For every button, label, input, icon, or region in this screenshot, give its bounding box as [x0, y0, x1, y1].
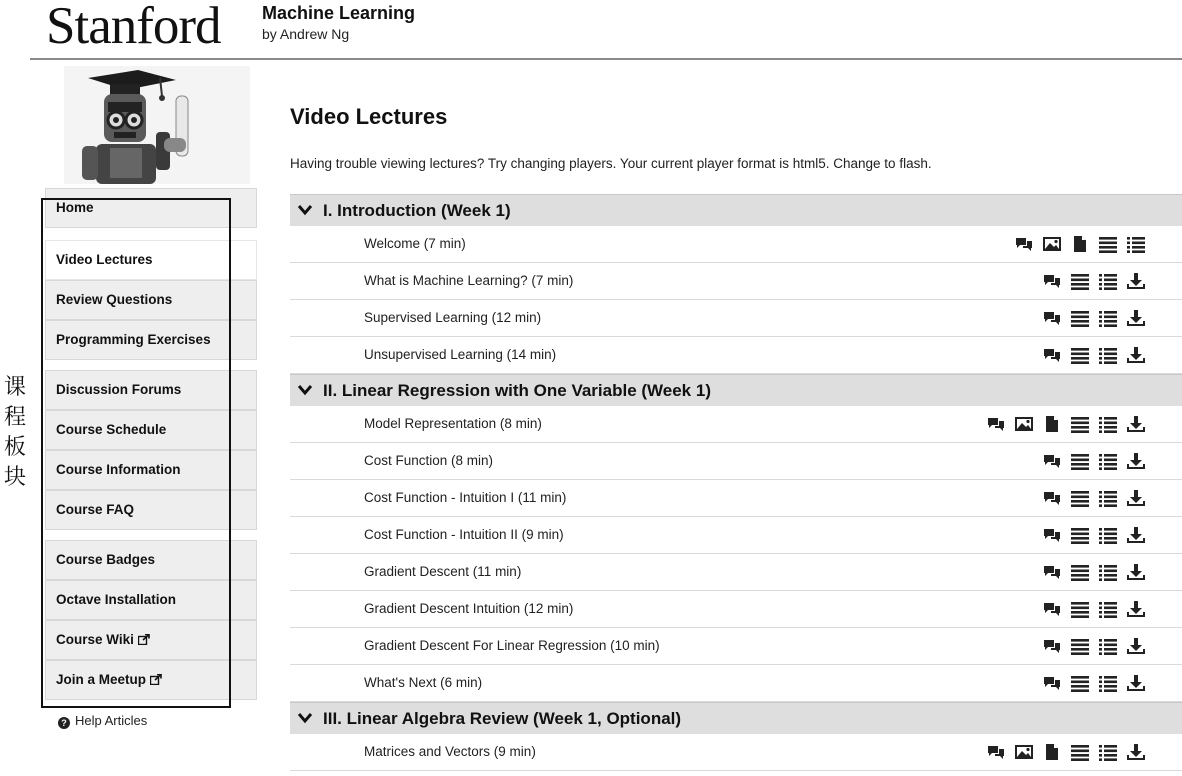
sidebar-item-review-questions[interactable]: [45, 280, 257, 320]
lecture-actions: [1042, 563, 1146, 581]
document-icon[interactable]: [1042, 415, 1062, 433]
sidebar-item-discussion-forums[interactable]: [45, 370, 257, 410]
sidebar-item-label: Discussion Forums: [56, 382, 182, 397]
lines-icon[interactable]: [1070, 346, 1090, 364]
image-icon[interactable]: [1014, 415, 1034, 433]
help-articles-label: Help Articles: [75, 713, 148, 728]
download-icon[interactable]: [1126, 563, 1146, 581]
section-header[interactable]: [290, 702, 1182, 734]
lecture-link[interactable]: Gradient Descent (11 min): [364, 564, 522, 579]
lines-icon[interactable]: [1070, 526, 1090, 544]
lines-icon[interactable]: [1070, 563, 1090, 581]
comments-icon[interactable]: [1042, 489, 1062, 507]
lecture-actions: [1042, 489, 1146, 507]
comments-icon[interactable]: [1042, 272, 1062, 290]
lecture-row: [290, 406, 1182, 443]
comments-icon[interactable]: [1042, 526, 1062, 544]
comments-icon[interactable]: [1042, 600, 1062, 618]
lines-icon[interactable]: [1070, 743, 1090, 761]
list-icon[interactable]: [1098, 309, 1118, 327]
sidebar-item-label: Home: [56, 200, 94, 215]
lecture-actions: [1042, 272, 1146, 290]
download-icon[interactable]: [1126, 346, 1146, 364]
list-icon[interactable]: [1098, 489, 1118, 507]
lecture-row: [290, 263, 1182, 300]
lecture-link[interactable]: Model Representation (8 min): [364, 416, 542, 431]
lecture-link[interactable]: Cost Function - Intuition I (11 min): [364, 490, 567, 505]
list-icon[interactable]: [1098, 346, 1118, 364]
lecture-actions: [986, 415, 1146, 433]
robot-mascot-image: [64, 66, 250, 184]
sidebar-item-label: Course Wiki: [56, 632, 134, 647]
sidebar-item-label: Octave Installation: [56, 592, 177, 607]
section-header[interactable]: [290, 194, 1182, 226]
download-icon[interactable]: [1126, 452, 1146, 470]
comments-icon[interactable]: [986, 743, 1006, 761]
list-icon[interactable]: [1098, 452, 1118, 470]
sidebar-item-course-information[interactable]: [45, 450, 257, 490]
sidebar-item-octave-installation[interactable]: [45, 580, 257, 620]
comments-icon[interactable]: [1042, 346, 1062, 364]
lecture-row: [290, 665, 1182, 702]
sidebar-item-label: Course Information: [56, 462, 181, 477]
lecture-link[interactable]: Supervised Learning (12 min): [364, 310, 542, 325]
lecture-actions: [1042, 637, 1146, 655]
sidebar-item-join-a-meetup[interactable]: [45, 660, 257, 700]
lines-icon[interactable]: [1070, 309, 1090, 327]
download-icon[interactable]: [1126, 272, 1146, 290]
lines-icon[interactable]: [1070, 674, 1090, 692]
sidebar-item-label: Course FAQ: [56, 502, 135, 517]
sidebar-item-home[interactable]: [45, 188, 257, 228]
section-header[interactable]: [290, 374, 1182, 406]
comments-icon[interactable]: [1042, 309, 1062, 327]
sidebar-item-label: Review Questions: [56, 292, 173, 307]
sidebar-item-programming-exercises[interactable]: [45, 320, 257, 360]
lines-icon[interactable]: [1098, 235, 1118, 253]
image-icon[interactable]: [1042, 235, 1062, 253]
list-icon[interactable]: [1098, 743, 1118, 761]
lecture-row: [290, 337, 1182, 374]
list-icon[interactable]: [1126, 235, 1146, 253]
lines-icon[interactable]: [1070, 452, 1090, 470]
download-icon[interactable]: [1126, 309, 1146, 327]
lecture-row: [290, 734, 1182, 771]
comments-icon[interactable]: [1014, 235, 1034, 253]
annotation-label: 课程板块: [3, 375, 26, 490]
download-icon[interactable]: [1126, 743, 1146, 761]
lecture-link[interactable]: Gradient Descent For Linear Regression (10 min): [364, 638, 660, 653]
lecture-actions: [1042, 346, 1146, 364]
lecture-row: [290, 591, 1182, 628]
sidebar-item-course-wiki[interactable]: [45, 620, 257, 660]
lecture-actions: [986, 743, 1146, 761]
sidebar-item-course-schedule[interactable]: [45, 410, 257, 450]
page-title: Video Lectures: [290, 104, 448, 129]
external-link-icon: [138, 634, 150, 645]
list-icon[interactable]: [1098, 674, 1118, 692]
download-icon[interactable]: [1126, 674, 1146, 692]
section-title: I. Introduction (Week 1): [323, 201, 511, 220]
lecture-link[interactable]: Gradient Descent Intuition (12 min): [364, 601, 574, 616]
list-icon[interactable]: [1098, 637, 1118, 655]
sidebar-item-video-lectures[interactable]: [45, 240, 257, 280]
lecture-link[interactable]: What is Machine Learning? (7 min): [364, 273, 574, 288]
lecture-row: [290, 554, 1182, 591]
document-icon[interactable]: [1070, 235, 1090, 253]
lecture-actions: [1042, 600, 1146, 618]
chevron-down-icon: [298, 384, 312, 396]
sidebar-item-course-badges[interactable]: [45, 540, 257, 580]
lecture-actions: [1014, 235, 1146, 253]
comments-icon[interactable]: [1042, 674, 1062, 692]
course-title[interactable]: Machine Learning: [262, 3, 416, 23]
lines-icon[interactable]: [1070, 415, 1090, 433]
lecture-actions: [1042, 452, 1146, 470]
image-icon[interactable]: [1014, 743, 1034, 761]
sidebar-item-label: Programming Exercises: [56, 332, 211, 347]
download-icon[interactable]: [1126, 637, 1146, 655]
lecture-actions: [1042, 526, 1146, 544]
stanford-logo[interactable]: Stanford: [46, 0, 221, 55]
comments-icon[interactable]: [1042, 563, 1062, 581]
lecture-row: [290, 480, 1182, 517]
player-notice: Having trouble viewing lectures? Try changing players. Your current player format is html5. Change to flash.: [290, 156, 932, 171]
lecture-link[interactable]: Matrices and Vectors (9 min): [364, 744, 536, 759]
lecture-link[interactable]: What's Next (6 min): [364, 675, 483, 690]
lecture-link[interactable]: Cost Function (8 min): [364, 453, 494, 468]
lines-icon[interactable]: [1070, 489, 1090, 507]
list-icon[interactable]: [1098, 563, 1118, 581]
lecture-actions: [1042, 674, 1146, 692]
header: [0, 0, 1182, 60]
lines-icon[interactable]: [1070, 600, 1090, 618]
lines-icon[interactable]: [1070, 272, 1090, 290]
lecture-row: [290, 628, 1182, 665]
chevron-down-icon: [298, 712, 312, 724]
comments-icon[interactable]: [1042, 452, 1062, 470]
list-icon[interactable]: [1098, 526, 1118, 544]
lecture-link[interactable]: Cost Function - Intuition II (9 min): [364, 527, 564, 542]
list-icon[interactable]: [1098, 272, 1118, 290]
help-articles-link[interactable]: [58, 713, 147, 729]
lecture-row: [290, 226, 1182, 263]
lecture-link[interactable]: Welcome (7 min): [364, 236, 466, 251]
sidebar-item-label: Join a Meetup: [56, 672, 147, 687]
sidebar-item-course-faq[interactable]: [45, 490, 257, 530]
lecture-actions: [1042, 309, 1146, 327]
sidebar-item-label: Video Lectures: [56, 252, 153, 267]
section-title: III. Linear Algebra Review (Week 1, Optional): [323, 709, 682, 728]
course-author: by Andrew Ng: [262, 26, 350, 42]
download-icon[interactable]: [1126, 600, 1146, 618]
comments-icon[interactable]: [1042, 637, 1062, 655]
list-icon[interactable]: [1098, 415, 1118, 433]
lecture-row: [290, 300, 1182, 337]
section-title: II. Linear Regression with One Variable (Week 1): [323, 381, 711, 400]
lecture-row: [290, 443, 1182, 480]
external-link-icon: [150, 674, 162, 685]
help-icon: ?: [58, 717, 70, 729]
lines-icon[interactable]: [1070, 637, 1090, 655]
header-divider: [30, 58, 1182, 60]
download-icon[interactable]: [1126, 415, 1146, 433]
download-icon[interactable]: [1126, 526, 1146, 544]
chevron-down-icon: [298, 204, 312, 216]
document-icon[interactable]: [1042, 743, 1062, 761]
lecture-link[interactable]: Unsupervised Learning (14 min): [364, 347, 557, 362]
list-icon[interactable]: [1098, 600, 1118, 618]
sidebar-item-label: Course Schedule: [56, 422, 167, 437]
lecture-row: [290, 517, 1182, 554]
download-icon[interactable]: [1126, 489, 1146, 507]
comments-icon[interactable]: [986, 415, 1006, 433]
sidebar-item-label: Course Badges: [56, 552, 156, 567]
